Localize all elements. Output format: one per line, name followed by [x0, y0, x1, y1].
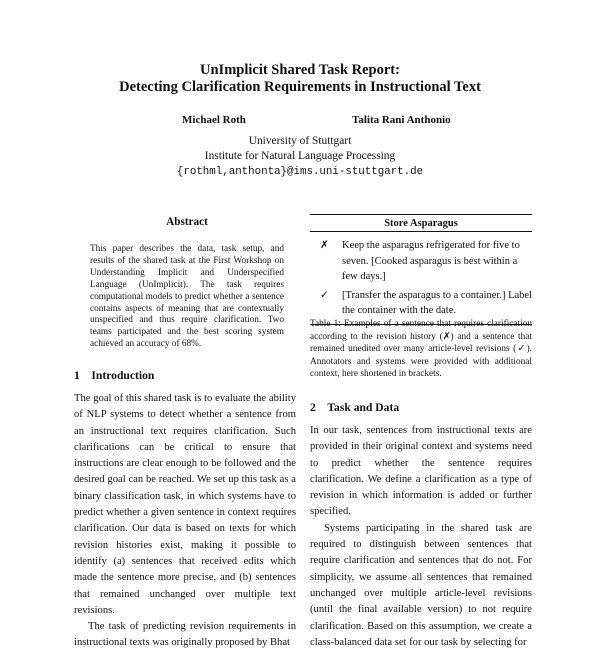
- section-task-number: 2: [310, 401, 316, 414]
- table-caption: Table 1: Examples of a sentence that requires clarification according to the revision history (✗) and a sentence that remained unedited over many article-level revisions (✓). Annotators and systems were provided with additional context, here shortened in brackets.: [310, 319, 532, 380]
- section-task-body: [310, 423, 532, 651]
- table-row-2: [310, 288, 532, 319]
- abstract-text: This paper describes the data, task setup, and results of the shared task at the First Workshop on Understanding Implicit and Underspecified Language (UnImplicit). The task requires computational models to predict whether a sentence contains aspects of meaning that are contextually unspecified and thus require clarification. Two teams participated and the best scoring system achieved an accuracy of 68%.: [90, 244, 284, 350]
- email-text: {rothml,anthonta}@ims.uni-stuttgart.de: [176, 166, 424, 178]
- table-1: [310, 214, 532, 325]
- section-intro-heading: [74, 369, 154, 382]
- author-2: Talita Rani Anthonio: [352, 114, 451, 126]
- section-intro-number: 1: [74, 369, 80, 382]
- affiliation-institute: Institute for Natural Language Processing: [204, 150, 396, 162]
- paper-title-line-2: Detecting Clarification Requirements in Instructional Text: [119, 79, 481, 95]
- abstract-heading: Abstract: [166, 216, 208, 228]
- task-paragraph-1: In our task, sentences from instructional texts are provided in their original context and systems need to predict whether the sentence requires clarification. We define a clarification as a type of revision in which information is added or further specified.: [310, 425, 532, 518]
- section-intro-title: Introduction: [91, 369, 155, 382]
- table-header: Store Asparagus: [384, 218, 458, 229]
- table-row-1: [310, 238, 532, 285]
- intro-paragraph-1: The goal of this shared task is to evaluate the ability of NLP systems to detect whether a sentence from an instructional text requires clarification. Such clarifications can be critical to ensure that instructions are clear enough to be followed and the desired goal can be reached. We set up this task as a binary classification task, in which systems have to predict whether a given sentence in context requires clarification. Our data is based on texts for which revision histories exist, making it possible to identify (a) sentences that received edits which made the sentence more precise, and (b) sentences that remained unchanged over multiple text revisions.: [74, 393, 296, 616]
- section-intro-body: [74, 391, 296, 652]
- paper-title-line-1: UnImplicit Shared Task Report:: [200, 62, 400, 78]
- check-mark-icon: ✓: [320, 289, 329, 301]
- section-task-heading: [310, 401, 399, 414]
- affiliation-university: University of Stuttgart: [248, 135, 352, 147]
- cross-mark-icon: ✗: [320, 240, 329, 251]
- table-row-1-text: Keep the asparagus refrigerated for five to seven. [Cooked asparagus is best within a few days.]: [342, 240, 520, 282]
- affiliation-email: [0, 164, 600, 180]
- task-paragraph-2: Systems participating in the shared task are required to distinguish between sentences that require clarification and sentences that do not. For simplicity, we assume all sentences that remained unchanged over multiple article-level revisions (until the final available version) to not require clarification. Based on this assumption, we create a class-balanced data set for our task by selecting for: [310, 522, 532, 648]
- table-row-2-text: [Transfer the asparagus to a container.] Label the container with the date.: [342, 289, 532, 316]
- section-task-title: Task and Data: [327, 401, 400, 414]
- intro-paragraph-2: The task of predicting revision requirements in instructional texts was originally proposed by Bhat: [74, 621, 296, 649]
- author-1: Michael Roth: [182, 114, 246, 126]
